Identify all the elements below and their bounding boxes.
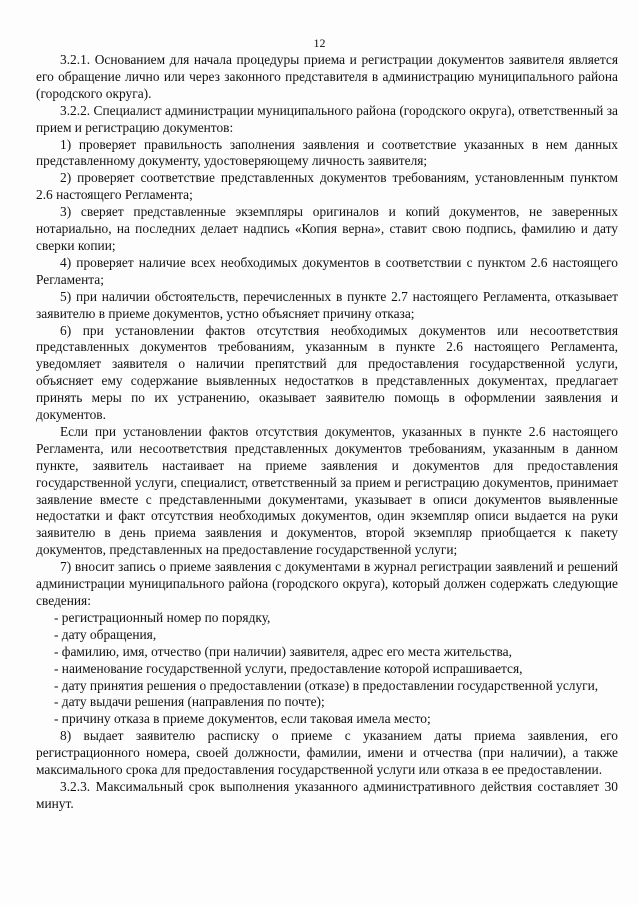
paragraph-3-2-1: 3.2.1. Основанием для начала процедуры приема и регистрации документов заявителя является его обращение лично или через законного представителя в администрацию муниципального района (городского округа). (36, 52, 618, 101)
paragraph-3-2-2: 3.2.2. Специалист администрации муниципального района (городского округа), ответственный за прием и регистрацию документов: (36, 102, 618, 135)
paragraph-3-2-3: 3.2.3. Максимальный срок выполнения указанного административного действия составляет 30 минут. (36, 778, 618, 811)
paragraph-missing-documents: Если при установлении фактов отсутствия документов, указанных в пункте 2.6 настоящего Регламента, или несоответствия представленных документов требованиям, указанным в данном пункте, заявитель настаивает на приеме заявления и документов для предоставления государственной услуги, специалист, ответственный за прием и регистрацию документов, принимает заявление вместе с представленными документами, указывает в описи документов выявленные недостатки и факт отсутствия необходимых документов, один экземпляр описи выдается на руки заявителю в день приема заявления и документов, второй экземпляр приобщается к пакету документов, представленных на предоставление государственной услуги; (36, 423, 618, 558)
list-item-7: 7) вносит запись о приеме заявления с документами в журнал регистрации заявлений и решений администрации муниципального района (городского округа), который должен содержать следующие сведения: (36, 559, 618, 608)
document-body (36, 52, 618, 813)
dash-item-decision-date: - дату принятия решения о предоставлении (отказе) в предоставлении государственной услуги, (54, 677, 599, 693)
list-item-5: 5) при наличии обстоятельств, перечисленных в пункте 2.7 настоящего Регламента, отказывает заявителю в приеме документов, устно объясняет причину отказа; (36, 288, 618, 321)
dash-item-refusal-reason: - причину отказа в приеме документов, если таковая имела место; (54, 711, 431, 727)
list-item-8: 8) выдает заявителю расписку о приеме с указанием даты приема заявления, его регистрационного номера, своей должности, фамилии, имени и отчества (при наличии), а также максимального срока для предоставления государственной услуги или отказа в ее предоставлении. (36, 728, 618, 778)
dash-item-service-name: - наименование государственной услуги, предоставление которой испрашивается, (54, 660, 523, 676)
list-item-2: 2) проверяет соответствие представленных документов требованиям, установленным пунктом 2.6 настоящего Регламента; (36, 170, 618, 203)
dash-item-registration-number: - регистрационный номер по порядку, (54, 609, 271, 625)
list-item-1: 1) проверяет правильность заполнения заявления и соответствие указанных в нем данных представленному документу, удостоверяющему личность заявителя; (36, 136, 618, 169)
list-item-4: 4) проверяет наличие всех необходимых документов в соответствии с пунктом 2.6 настоящего Регламента; (36, 254, 618, 287)
list-item-3: 3) сверяет представленные экземпляры оригиналов и копий документов, не заверенных нотариально, на последних делает надпись «Копия верна», ставит свою подпись, фамилию и дату сверки копии; (36, 204, 618, 253)
dash-item-applicant-name: - фамилию, имя, отчество (при наличии) заявителя, адрес его места жительства, (54, 643, 512, 659)
page-number: 12 (313, 36, 326, 50)
dash-item-issue-date: - дату выдачи решения (направления по почте); (54, 694, 325, 710)
list-item-6: 6) при установлении фактов отсутствия необходимых документов или несоответствия представленных документов требованиям, указанным в пункте 2.6 настоящего Регламента, уведомляет заявителя о наличии препятствий для предоставления государственной услуги, объясняет ему содержание выявленных недостатков в представленных документах, предлагает принять меры по их устранению, оказывает заявителю помощь в оформлении заявления и документов. (36, 322, 618, 423)
dash-item-request-date: - дату обращения, (54, 626, 157, 642)
